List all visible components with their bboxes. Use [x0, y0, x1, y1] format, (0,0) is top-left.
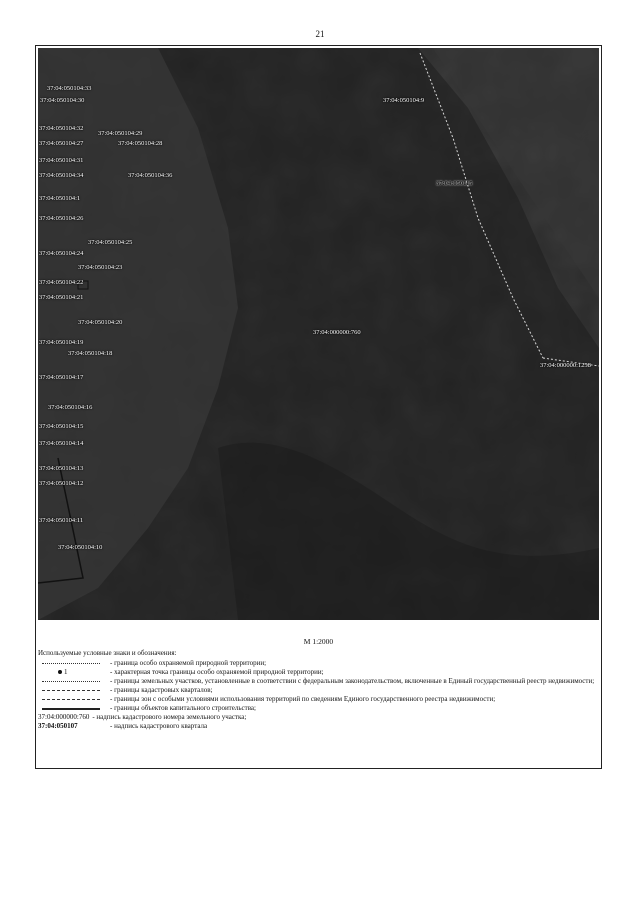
- legend-item: [38, 677, 597, 686]
- parcel-label: 37:04:050104:20: [78, 319, 123, 326]
- parcel-label: 37:04:050104:10: [58, 544, 103, 551]
- legend-item: [38, 704, 597, 713]
- dashed-line-symbol: [38, 695, 110, 704]
- parcel-label: 37:04:050104:1: [39, 195, 81, 202]
- parcel-label: 37:04:050104:19: [39, 339, 84, 346]
- parcel-label: 37:04:050104:14: [39, 440, 84, 447]
- legend-text: - границы зон с особыми условиями использования территорий по сведениям Единого государственного реестра недвижимости;: [110, 695, 496, 703]
- parcel-label: 37:04:000000:1258: [540, 362, 591, 369]
- point-dot-icon: [58, 670, 62, 674]
- legend-item: [38, 686, 597, 695]
- page-number: 21: [315, 29, 325, 39]
- legend-item: [38, 659, 597, 668]
- parcel-label: 37:04:050104:16: [48, 404, 93, 411]
- parcel-label: 37:04:050104:11: [39, 517, 84, 524]
- legend-text: - границы земельных участков, установленные в соответствии с федеральным законодательством, включенные в Единый государственный реестр недвижимости;: [110, 677, 595, 685]
- parcel-label: 37:04:050104:23: [78, 264, 123, 271]
- point-number: 1: [64, 668, 68, 676]
- dotted-line-symbol: [38, 659, 110, 668]
- parcel-label: 37:04:050104:17: [39, 374, 84, 381]
- legend-item: [38, 713, 597, 722]
- legend-text: - характерная точка границы особо охраняемой природной территории;: [110, 668, 324, 676]
- boundary-point-symbol: [38, 668, 110, 677]
- cadastral-quarter-label: 37:04:050115: [436, 180, 473, 187]
- map-scale: М 1:2000: [303, 637, 334, 646]
- legend-text: - границы объектов капитального строительства;: [110, 704, 256, 712]
- legend-text: - граница особо охраняемой природной территории;: [110, 659, 267, 667]
- legend: [38, 649, 597, 731]
- parcel-label: 37:04:050104:29: [98, 130, 143, 137]
- parcel-label: 37:04:050104:27: [39, 140, 84, 147]
- parcel-label: 37:04:050104:30: [40, 97, 85, 104]
- solid-line-symbol: [38, 704, 110, 713]
- parcel-number-symbol: 37:04:000000:760: [38, 713, 90, 721]
- parcel-label: 37:04:050104:12: [39, 480, 84, 487]
- parcel-label: 37:04:050104:25: [88, 239, 133, 246]
- parcel-label: 37:04:000000:760: [313, 329, 361, 336]
- legend-title: Используемые условные знаки и обозначения:: [38, 649, 177, 657]
- parcel-label: 37:04:050104:13: [39, 465, 84, 472]
- parcel-label: 37:04:050104:15: [39, 423, 84, 430]
- quarter-number-symbol: 37:04:050107: [38, 722, 78, 730]
- legend-item: [38, 668, 597, 677]
- dashed-line-symbol: [38, 686, 110, 695]
- satellite-map: [38, 48, 599, 620]
- parcel-label: 37:04:050104:18: [68, 350, 113, 357]
- parcel-label: 37:04:050104:21: [39, 294, 84, 301]
- legend-item: [38, 722, 597, 731]
- dotted-line-symbol: [38, 677, 110, 686]
- parcel-label: 37:04:050104:36: [128, 172, 173, 179]
- legend-item: [38, 695, 597, 704]
- parcel-label: 37:04:050104:26: [39, 215, 84, 222]
- parcel-label: 37:04:050104:34: [39, 172, 84, 179]
- parcel-label: 37:04:050104:22: [39, 279, 84, 286]
- parcel-label: 37:04:050104:28: [118, 140, 163, 147]
- legend-text: - надпись кадастрового номера земельного участка;: [92, 713, 247, 721]
- parcel-label: 37:04:050104:31: [39, 157, 84, 164]
- parcel-label: 37:04:050104:32: [39, 125, 84, 132]
- legend-text: - границы кадастровых кварталов;: [110, 686, 213, 694]
- legend-text: - надпись кадастрового квартала: [110, 722, 208, 730]
- parcel-label: 37:04:050104:24: [39, 250, 84, 257]
- parcel-label: 37:04:050104:33: [47, 85, 92, 92]
- parcel-label: 37:04:050104:9: [383, 97, 425, 104]
